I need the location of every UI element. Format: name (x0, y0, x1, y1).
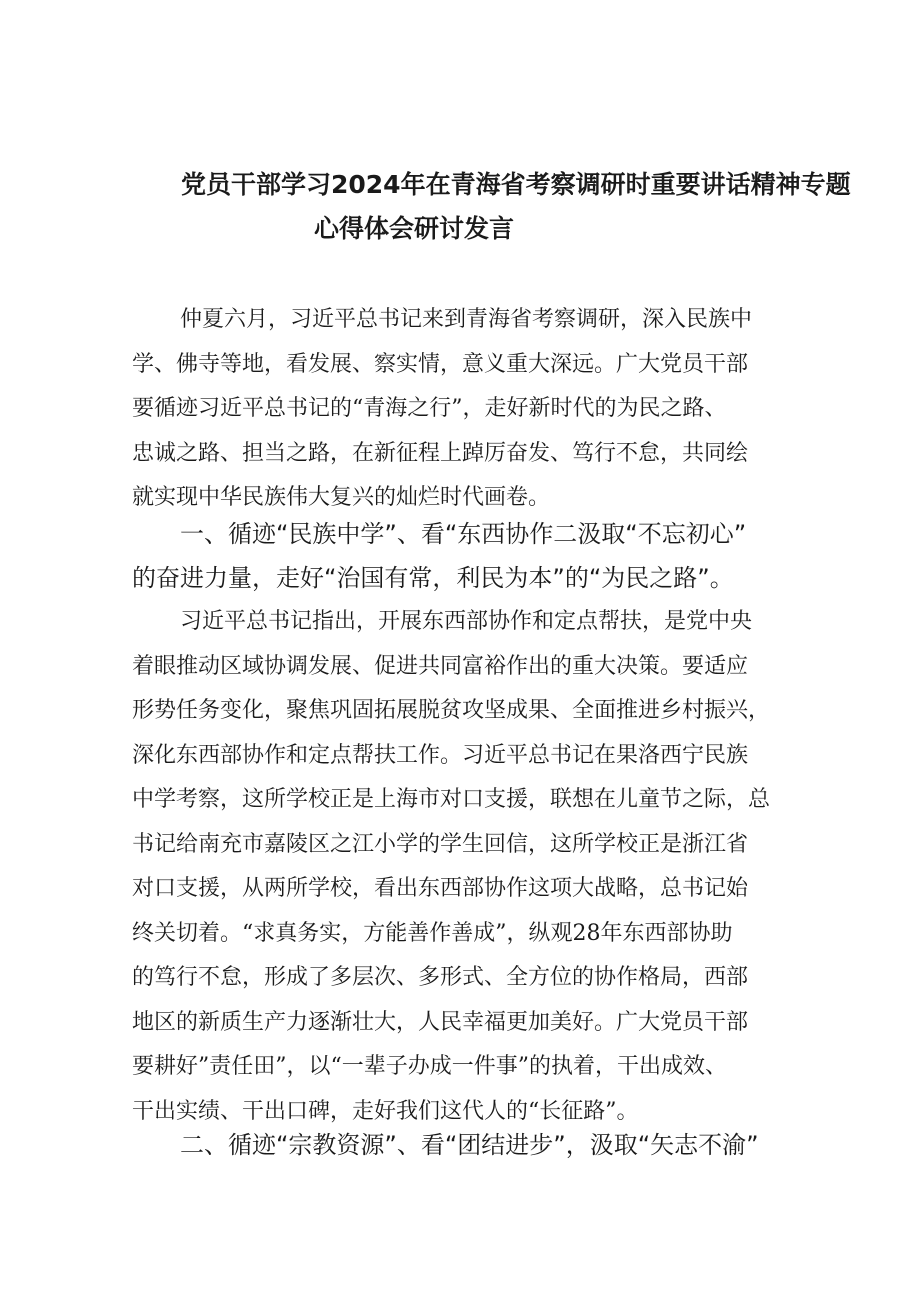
paragraph-line: 书记给南充市嘉陵区之江小学的学生回信，这所学校正是浙江省 (132, 831, 749, 857)
paragraph-line: 习近平总书记指出，开展东西部协作和定点帮扶，是党中央 (180, 609, 753, 634)
paragraph-line: 着眼推动区域协调发展、促进共同富裕作出的重大决策。要适应 (132, 653, 749, 679)
paragraph-line: 的笃行不怠，形成了多层次、多形式、全方位的协作格局，西部 (132, 965, 749, 990)
paragraph-line: 忠诚之路、担当之路，在新征程上踔厉奋发、笃行不怠，共同绘 (132, 440, 749, 466)
paragraph-line: 学、佛寺等地，看发展、察实情，意义重大深远。广大党员干部 (132, 351, 749, 377)
paragraph-line: 就实现中华民族伟大复兴的灿烂时代画卷。 (132, 485, 551, 510)
heading-line: 一、循迹“民族中学”、看“东西协作二汲取“不忘初心” (180, 520, 747, 548)
document-title-line-1: 党员干部学习2024年在青海省考察调研时重要讲话精神专题 (181, 170, 851, 199)
section-heading-1 (132, 512, 822, 600)
paragraph-line: 终关切着。“求真务实，方能善作善成”，纵观28年东西部协助 (132, 920, 733, 946)
paragraph-line: 仲夏六月，习近平总书记来到青海省考察调研，深入民族中 (180, 307, 753, 332)
heading-line: 的奋进力量，走好“治国有常，利民为本”的“为民之路”。 (132, 564, 734, 592)
section-heading-2 (132, 1123, 822, 1167)
paragraph-line: 地区的新质生产力逐渐壮大，人民幸福更加美好。广大党员干部 (132, 1009, 749, 1035)
paragraph-line: 中学考察，这所学校正是上海市对口支援，联想在儿童节之际，总 (132, 787, 771, 812)
paragraph-line: 要循迹习近平总书记的“青海之行”，走好新时代的为民之路、 (132, 396, 727, 421)
section-1-paragraph (132, 600, 792, 1134)
paragraph-line: 形势任务变化，聚焦巩固拓展脱贫攻坚成果、全面推进乡村振兴， (132, 698, 771, 723)
paragraph-line: 要耕好”责任田”，以“一辈子办成一件事”的执着，干出成效、 (132, 1054, 727, 1079)
paragraph-line: 深化东西部协作和定点帮扶工作。习近平总书记在果洛西宁民族 (132, 742, 749, 768)
paragraph-line: 对口支援，从两所学校，看出东西部协作这项大战略，总书记始 (132, 876, 749, 901)
heading-line: 二、循迹“宗教资源”、看“团结进步”，汲取“矢志不渝” (180, 1131, 759, 1159)
document-title-line-2: 心得体会研讨发言 (314, 214, 515, 243)
paragraph-line: 干出实绩、干出口碑，走好我们这代人的“长征路”。 (132, 1098, 639, 1124)
intro-paragraph (132, 298, 792, 521)
